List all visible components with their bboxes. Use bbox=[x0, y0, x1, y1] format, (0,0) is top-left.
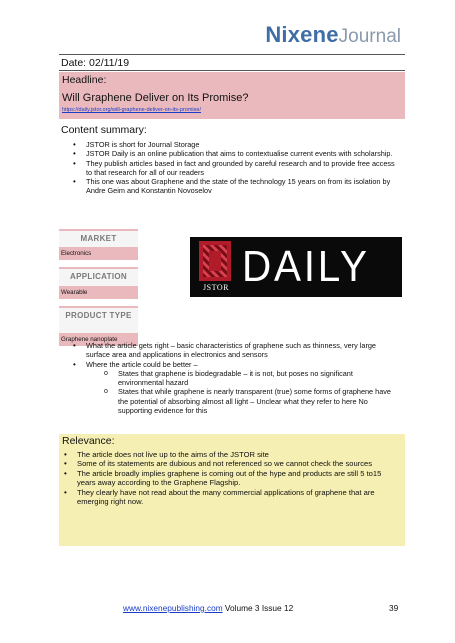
footer-issue: Volume 3 Issue 12 bbox=[222, 603, 294, 613]
market-value: Electronics bbox=[59, 247, 138, 260]
relevance-label: Relevance: bbox=[62, 435, 115, 447]
relevance-list bbox=[64, 450, 394, 506]
summary-item: • They publish articles based in fact and grounded by careful research and to provide free access to that research for all of our readers bbox=[70, 159, 400, 178]
application-label: APPLICATION bbox=[59, 267, 138, 286]
relevance-item: • Some of its statements are dubious and not referenced so we cannot check the sources bbox=[64, 459, 394, 468]
headline-label: Headline: bbox=[62, 74, 107, 86]
nixene-journal-logo bbox=[265, 22, 401, 52]
page-number: 39 bbox=[389, 603, 399, 613]
logo-bold: Nixene bbox=[265, 22, 339, 47]
relevance-box bbox=[59, 434, 405, 546]
daily-wordmark: DAILY bbox=[242, 242, 370, 291]
assessment-sub-item: o States that graphene is biodegradable – it is not, but poses no significant environmental hazard bbox=[102, 369, 400, 388]
assessment-list bbox=[70, 341, 400, 415]
relevance-item: • They clearly have not read about the many commercial applications of graphene that are emerging right now. bbox=[64, 488, 394, 507]
headline-url-link[interactable]: https://daily.jstor.org/will-graphene-deliver-on-its-promise/ bbox=[62, 107, 201, 113]
headline-title: Will Graphene Deliver on Its Promise? bbox=[62, 92, 249, 104]
footer bbox=[123, 603, 293, 613]
summary-list bbox=[70, 140, 400, 196]
content-summary-label: Content summary: bbox=[61, 124, 147, 136]
assessment-sub-item: o States that while graphene is nearly transparent (true) some forms of graphene have the potential of absorbing almost all light – Unclear what they refer to here No supporting evidence for this bbox=[102, 387, 400, 415]
relevance-item: • The article does not live up to the aims of the JSTOR site bbox=[64, 450, 394, 459]
header-rule bbox=[59, 54, 405, 55]
relevance-item: • The article broadly implies graphene is coming out of the hype and products are still 5 to15 years away according to the Graphene Flagship. bbox=[64, 469, 394, 488]
assessment-sublist bbox=[86, 369, 400, 415]
market-label: MARKET bbox=[59, 229, 138, 247]
jstor-emblem-icon bbox=[199, 241, 231, 281]
classification-panel bbox=[59, 229, 138, 346]
application-value: Wearable bbox=[59, 286, 138, 299]
logo-light: Journal bbox=[338, 26, 401, 47]
headline-box bbox=[59, 72, 405, 119]
summary-item: • JSTOR is short for Journal Storage bbox=[70, 140, 400, 149]
date-rule bbox=[59, 70, 405, 71]
summary-item: • This one was about Graphene and the state of the technology 15 years on from its isolation by Andre Geim and Konstantin Novoselov bbox=[70, 177, 400, 196]
summary-item: • JSTOR Daily is an online publication that aims to contextualise current events with scholarship. bbox=[70, 149, 400, 158]
date: Date: 02/11/19 bbox=[61, 57, 130, 69]
product-type-value: Graphene nanoplate bbox=[59, 333, 138, 346]
product-type-label: PRODUCT TYPE bbox=[59, 306, 138, 333]
assessment-better: • Where the article could be better – o States that graphene is biodegradable – it is not, but poses no significant environmental hazard o States that while graphene is nearly transparent (true) some forms of graphene have the potential of absorbing almost all light – Unclear what they refer to here No supporting evidence for this bbox=[70, 360, 400, 416]
jstor-emblem-text: JSTOR bbox=[203, 283, 229, 292]
footer-website-link[interactable]: www.nixenepublishing.com bbox=[123, 603, 223, 613]
jstor-daily-logo bbox=[190, 237, 402, 297]
assessment-right: • What the article gets right – basic characteristics of graphene such as thinness, very large surface area and applications in electronics and sensors bbox=[70, 341, 400, 360]
